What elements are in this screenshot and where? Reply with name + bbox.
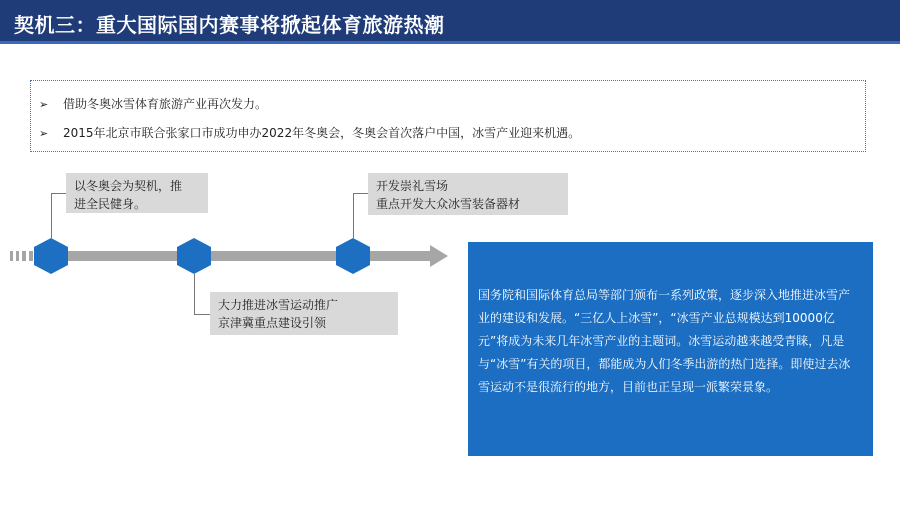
timeline-dash <box>10 251 13 261</box>
timeline-dash <box>22 251 26 261</box>
bullet-text-1: 借助冬奥冰雪体育旅游产业再次发力。 <box>63 97 268 111</box>
connector-line <box>353 193 368 194</box>
timeline-note-1 <box>66 173 208 213</box>
note-line: 京津冀重点建设引领 <box>218 316 327 330</box>
policy-box <box>468 242 873 456</box>
timeline-dash <box>29 251 33 261</box>
arrow-bullet-icon: ➢ <box>39 98 49 111</box>
timeline-bar <box>60 251 430 261</box>
timeline-note-2 <box>368 173 568 215</box>
title-underline <box>0 41 900 44</box>
note-line: 进全民健身。 <box>74 197 147 211</box>
connector-line <box>51 193 52 238</box>
title-bar <box>0 0 900 44</box>
connector-line <box>194 314 210 315</box>
connector-line <box>194 274 195 314</box>
page-title: 契机三：重大国际国内赛事将掀起体育旅游热潮 <box>14 13 445 37</box>
arrow-bullet-icon: ➢ <box>39 127 49 140</box>
policy-text: 国务院和国际体育总局等部门颁布一系列政策，逐步深入地推进冰雪产业的建设和发展。“三亿人上冰雪”，“冰雪产业总规模达到10000亿元”将成为未来几年冰雪产业的主题词。冰雪运动越来越受青睐，凡是与“冰雪”有关的项目，都能成为人们冬季出游的热门选择。即使过去冰雪运动不是很流行的地方，目前也正呈现一派繁荣景象。 <box>478 288 851 394</box>
connector-line <box>353 193 354 238</box>
milestone-hexagon-icon <box>177 238 211 274</box>
bullet-item-1 <box>39 95 267 112</box>
bullet-text-2: 2015年北京市联合张家口市成功申办2022年冬奥会，冬奥会首次落户中国，冰雪产业迎来机遇。 <box>63 126 581 140</box>
timeline-note-3 <box>210 292 398 335</box>
note-line: 以冬奥会为契机，推 <box>74 179 183 193</box>
timeline-dash <box>16 251 19 261</box>
milestone-hexagon-icon <box>336 238 370 274</box>
note-line: 大力推进冰雪运动推广 <box>218 298 339 312</box>
connector-line <box>51 193 66 194</box>
bullet-item-2 <box>39 124 580 141</box>
bullet-box <box>30 80 866 152</box>
milestone-hexagon-icon <box>34 238 68 274</box>
timeline-arrow-icon <box>430 245 448 267</box>
note-line: 重点开发大众冰雪装备器材 <box>376 197 521 211</box>
note-line: 开发崇礼雪场 <box>376 179 449 193</box>
